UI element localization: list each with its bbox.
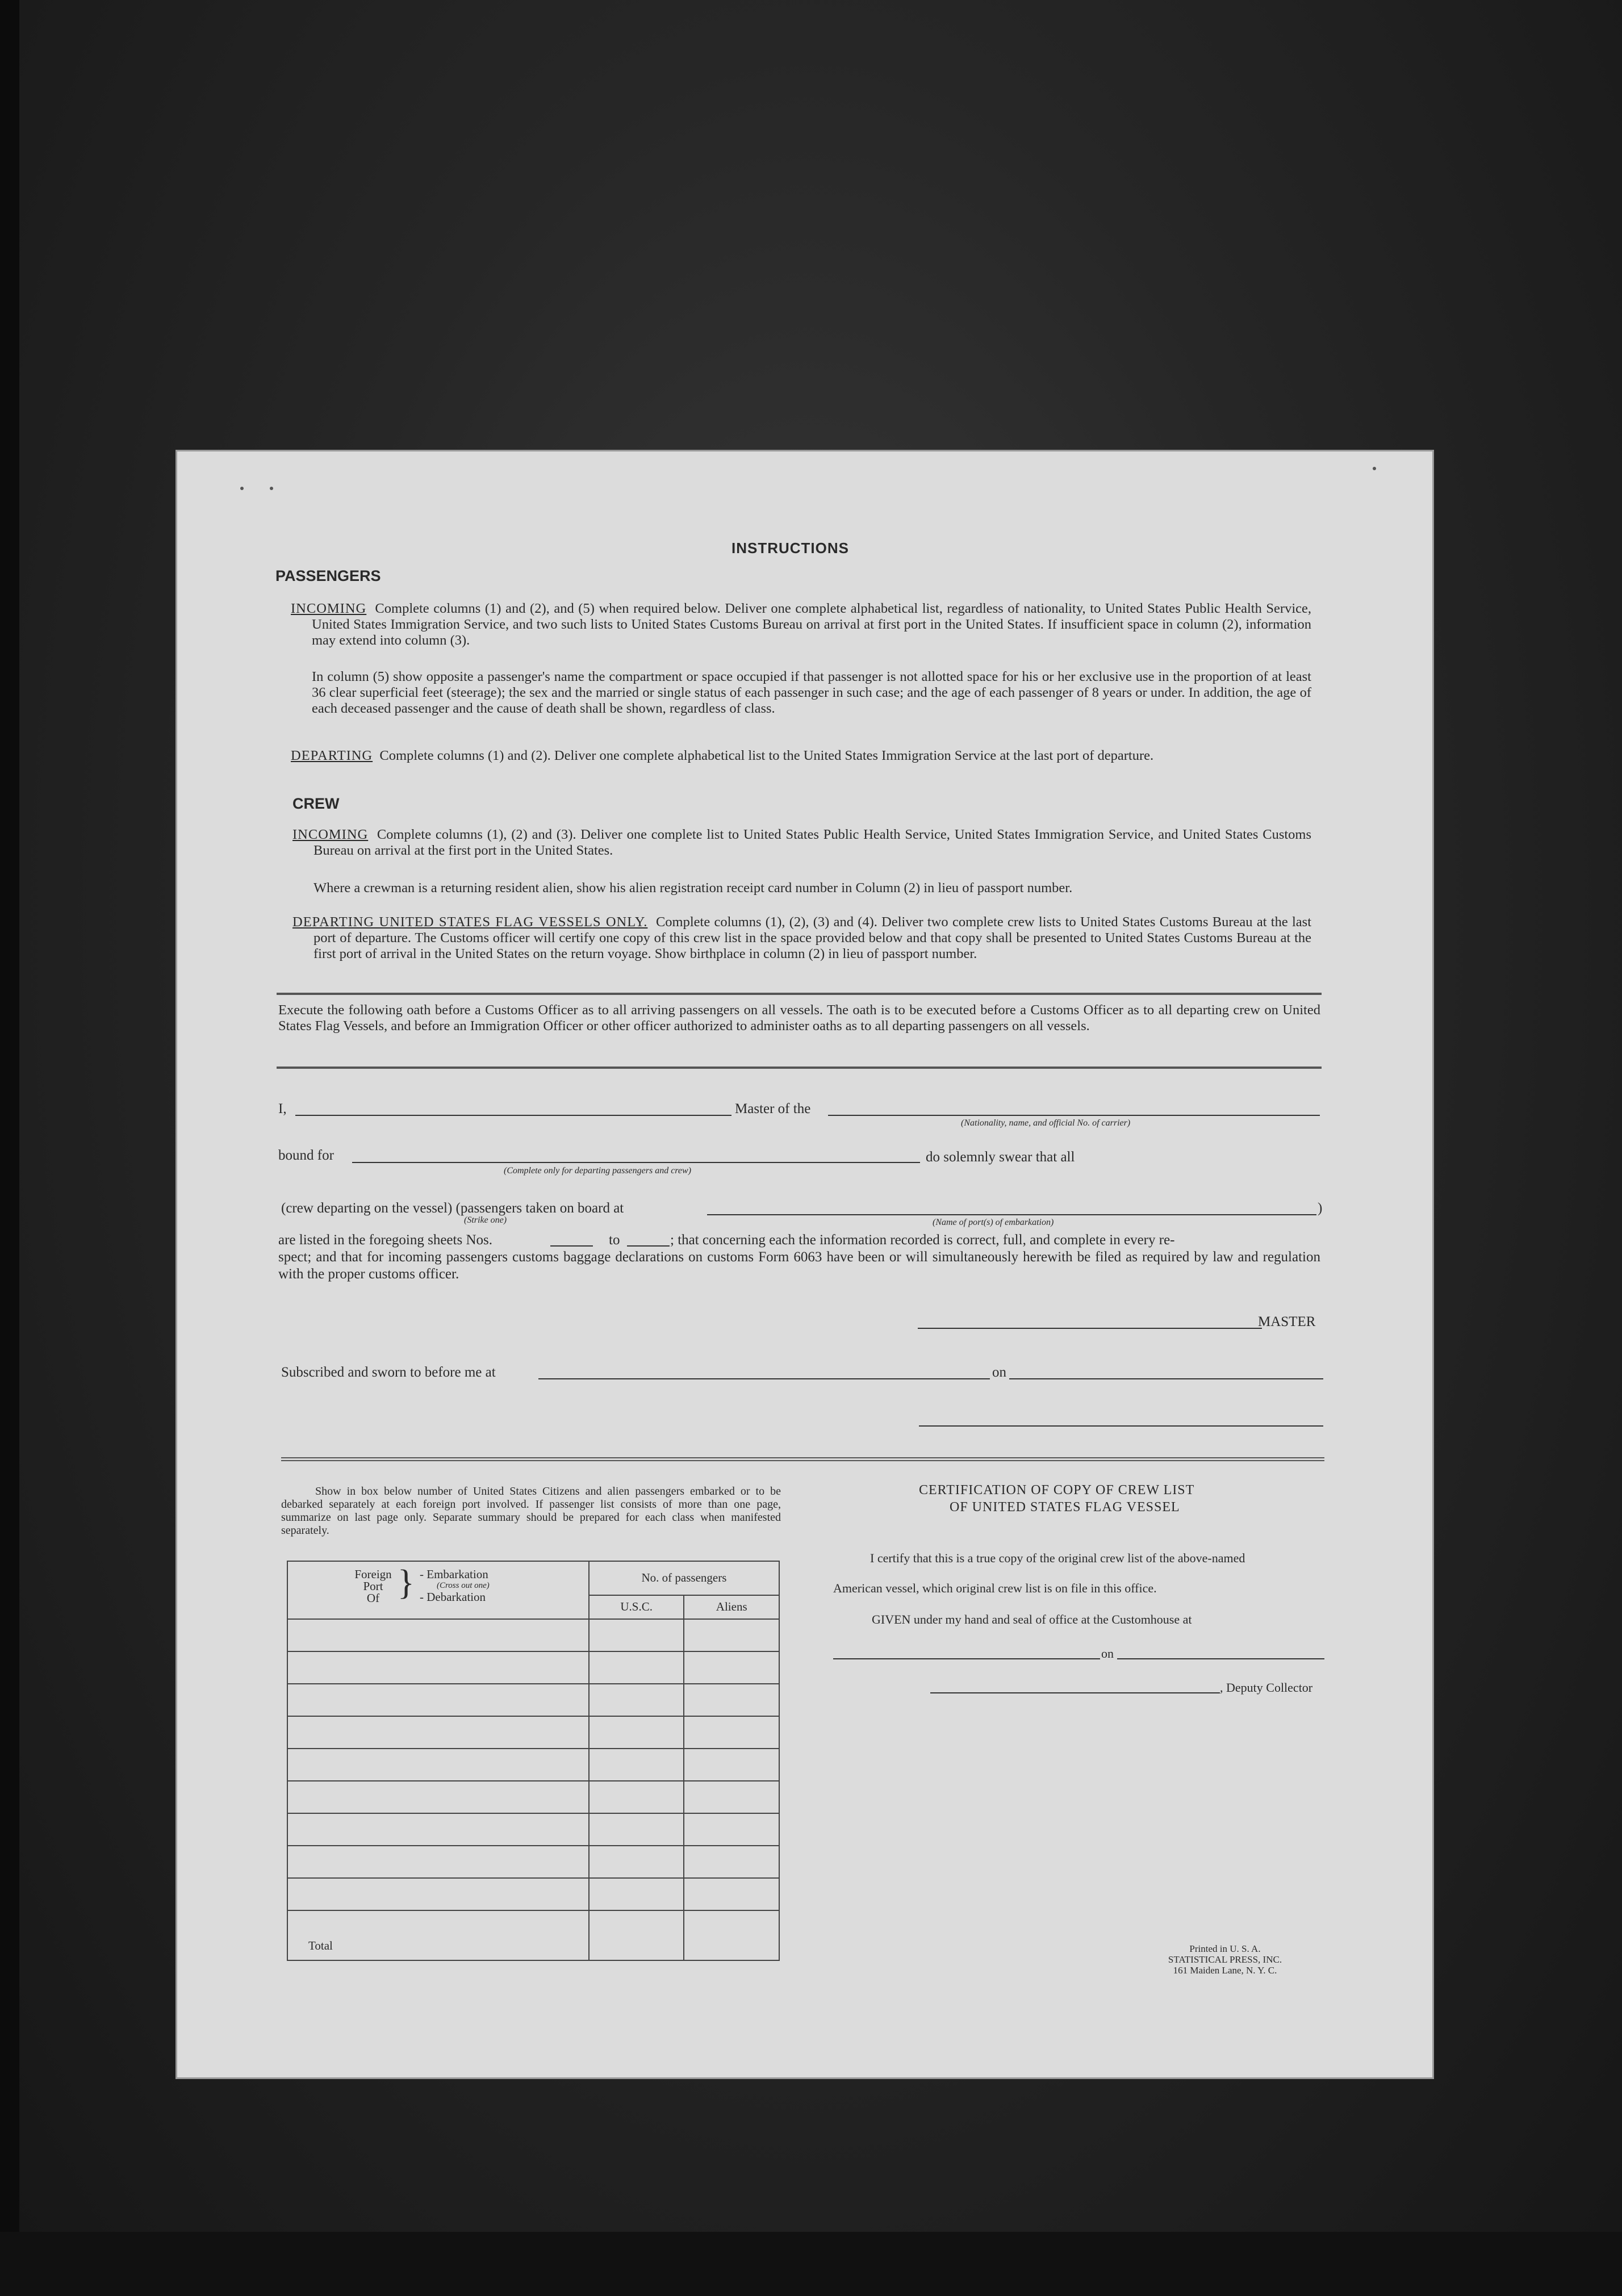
master-signature-field[interactable]: [918, 1328, 1262, 1329]
total-label: Total: [287, 1910, 589, 1960]
table-row: [287, 1813, 779, 1846]
printer-line-2: STATISTICAL PRESS, INC.: [1168, 1954, 1282, 1965]
aliens-total-cell[interactable]: [684, 1910, 779, 1960]
cross-out-note: (Cross out one): [437, 1581, 490, 1590]
aliens-cell[interactable]: [684, 1781, 779, 1813]
foreign-label: Foreign: [354, 1567, 392, 1581]
divider: [281, 1457, 1324, 1458]
certification-on-label: on: [1101, 1646, 1114, 1661]
swear-text: do solemnly swear that all: [926, 1149, 1075, 1165]
listed-to-label: to: [609, 1232, 620, 1248]
deputy-signature-field[interactable]: [930, 1692, 1220, 1693]
speck: [240, 487, 244, 490]
port-cell[interactable]: [287, 1749, 589, 1781]
table-row: [287, 1878, 779, 1910]
scan-border: [0, 0, 19, 2296]
port-cell[interactable]: [287, 1846, 589, 1878]
certify-line-2: American vessel, which original crew list is on file in this office.: [833, 1581, 1157, 1595]
aliens-cell[interactable]: [684, 1716, 779, 1749]
port-field[interactable]: [707, 1214, 1316, 1215]
passengers-departing-text: Complete columns (1) and (2). Deliver one complete alphabetical list to the United States Immigration Service at the last port of departure.: [379, 748, 1154, 763]
crew-incoming-label: INCOMING: [292, 827, 369, 842]
aliens-cell[interactable]: [684, 1684, 779, 1716]
port-note: (Name of port(s) of embarkation): [933, 1218, 1054, 1227]
sheet-from-field[interactable]: [550, 1245, 593, 1247]
carrier-field[interactable]: [828, 1115, 1320, 1116]
port-cell[interactable]: [287, 1619, 589, 1651]
crew-departing-label: DEPARTING UNITED STATES FLAG VESSELS ONLY.: [292, 914, 648, 930]
certification-heading-2: OF UNITED STATES FLAG VESSEL: [950, 1500, 1180, 1515]
usc-cell[interactable]: [589, 1749, 684, 1781]
passengers-heading: PASSENGERS: [275, 567, 381, 584]
strike-one-note: (Strike one): [464, 1215, 507, 1225]
printer-imprint: [1154, 1943, 1296, 1976]
table-row: [287, 1716, 779, 1749]
passengers-column5-paragraph: In column (5) show opposite a passenger's name the compartment or space occupied if that passenger is not allotted space for his or her exclusive use in the proportion of at least 36 clear superficial feet (steerage); the sex and the married or single status of each passenger in such case; and the age of each passenger of 8 years or under. In addition, the age of each deceased passenger and the cause of death shall be shown, regardless of class.: [312, 669, 1311, 716]
subscribed-on-label: on: [992, 1365, 1006, 1380]
usc-cell[interactable]: [589, 1878, 684, 1910]
subscribed-place-field[interactable]: [538, 1378, 990, 1379]
printer-line-3: 161 Maiden Lane, N. Y. C.: [1173, 1965, 1277, 1976]
table-row: [287, 1619, 779, 1651]
passengers-incoming-label: INCOMING: [291, 601, 367, 616]
deputy-collector-label: , Deputy Collector: [1220, 1680, 1313, 1695]
port-cell[interactable]: [287, 1781, 589, 1813]
listed-text-continued: spect; and that for incoming passengers customs baggage declarations on customs Form 6063 have been or will simultaneously herewith be filed as required by law and regulation with the proper customs officer.: [278, 1249, 1320, 1282]
master-of-the-label: Master of the: [735, 1101, 811, 1116]
master-label: MASTER: [1258, 1314, 1316, 1329]
embarkation-label: - Embarkation: [420, 1567, 488, 1581]
usc-cell[interactable]: [589, 1781, 684, 1813]
usc-cell[interactable]: [589, 1846, 684, 1878]
total-row: [287, 1910, 779, 1960]
passengers-incoming-text: Complete columns (1) and (2), and (5) when required below. Deliver one complete alphabetical list, regardless of nationality, to United States Public Health Service, United States Immigration Service, and two such lists to United States Customs Bureau on arrival at first port in the United States. If insufficient space in column (2), information may extend into column (3).: [312, 601, 1312, 648]
certification-heading-1: CERTIFICATION OF COPY OF CREW LIST: [919, 1483, 1195, 1498]
crew-resident-paragraph: Where a crewman is a returning resident alien, show his alien registration receipt card number in Column (2) in lieu of passport number.: [313, 880, 1073, 896]
aliens-cell[interactable]: [684, 1813, 779, 1846]
passengers-incoming-paragraph: [291, 601, 1312, 649]
usc-cell[interactable]: [589, 1684, 684, 1716]
usc-cell[interactable]: [589, 1651, 684, 1684]
table-row: [287, 1684, 779, 1716]
carrier-note: (Nationality, name, and official No. of carrier): [961, 1118, 1131, 1128]
bound-for-label: bound for: [278, 1148, 334, 1163]
subscribed-label: Subscribed and sworn to before me at: [281, 1365, 496, 1380]
usc-cell[interactable]: [589, 1813, 684, 1846]
passengers-departing-paragraph: [291, 748, 1311, 764]
close-paren: ): [1318, 1201, 1323, 1216]
port-cell[interactable]: [287, 1684, 589, 1716]
sheet-to-field[interactable]: [627, 1245, 670, 1247]
page-title: INSTRUCTIONS: [731, 540, 849, 557]
port-cell[interactable]: [287, 1651, 589, 1684]
crew-incoming-paragraph: [292, 827, 1312, 859]
port-cell[interactable]: [287, 1716, 589, 1749]
foreign-port-header: Foreign Port Of } - Embarkation (Cross out one) - Debarkation: [287, 1561, 589, 1619]
table-row: [287, 1846, 779, 1878]
crew-heading: CREW: [292, 795, 340, 812]
listed-text: ; that concerning each the information recorded is correct, full, and complete in every re-: [670, 1232, 1175, 1248]
oath-intro: Execute the following oath before a Customs Officer as to all arriving passengers on all vessels. The oath is to be executed before a Customs Officer as to all departing crew on United States Flag Vessels, and before an Immigration Officer or other officer authorized to administer oaths as to all departing passengers on all vessels.: [278, 1002, 1320, 1034]
bound-for-note: (Complete only for departing passengers and crew): [504, 1166, 692, 1176]
aliens-cell[interactable]: [684, 1878, 779, 1910]
divider: [277, 993, 1322, 995]
port-label: Port: [363, 1579, 383, 1593]
given-line: GIVEN under my hand and seal of office at the Customhouse at: [872, 1612, 1192, 1626]
printer-line-1: Printed in U. S. A.: [1189, 1943, 1261, 1954]
usc-cell[interactable]: [589, 1619, 684, 1651]
listed-sheets-label: are listed in the foregoing sheets Nos.: [278, 1232, 492, 1248]
of-label: Of: [366, 1591, 380, 1605]
divider: [277, 1067, 1322, 1069]
debarkation-label: - Debarkation: [420, 1590, 486, 1604]
aliens-cell[interactable]: [684, 1846, 779, 1878]
bound-for-field[interactable]: [352, 1162, 920, 1163]
crew-departing-text: Complete columns (1), (2), (3) and (4). Deliver two complete crew lists to United States Customs Bureau at the last port of departure. The Customs officer will certify one copy of this crew list in the space provided below and that copy shall be presented to United States Customs Bureau at the first port of arrival in the United States on the return voyage. Show birthplace in column (2) in lieu of passport number.: [313, 914, 1311, 961]
port-cell[interactable]: [287, 1813, 589, 1846]
speck: [270, 487, 273, 490]
aliens-cell[interactable]: [684, 1619, 779, 1651]
master-name-field[interactable]: [295, 1115, 731, 1116]
certification-date-field[interactable]: [1117, 1658, 1324, 1659]
officer-signature-field[interactable]: [919, 1425, 1323, 1427]
usc-header: U.S.C.: [589, 1595, 684, 1620]
no-passengers-header: No. of passengers: [589, 1561, 779, 1595]
crew-incoming-text: Complete columns (1), (2) and (3). Deliver one complete list to United States Public Health Service, United States Immigration Service, and United States Customs Bureau on arrival at the first port in the United States.: [313, 827, 1312, 858]
oath-i-label: I,: [278, 1101, 287, 1116]
passengers-departing-label: DEPARTING: [291, 748, 373, 763]
divider: [281, 1460, 1324, 1461]
summary-table: [287, 1561, 780, 1961]
usc-total-cell[interactable]: [589, 1910, 684, 1960]
table-row: [287, 1749, 779, 1781]
port-cell[interactable]: [287, 1878, 589, 1910]
subscribed-date-field[interactable]: [1009, 1378, 1323, 1379]
speck: [1373, 467, 1376, 470]
aliens-header: Aliens: [684, 1595, 779, 1620]
certify-line-1: I certify that this is a true copy of the original crew list of the above-named: [870, 1551, 1245, 1565]
aliens-cell[interactable]: [684, 1651, 779, 1684]
table-row: [287, 1781, 779, 1813]
summary-instructions: Show in box below number of United States Citizens and alien passengers embarked or to be debarked separately at each foreign port involved. If passenger list consists of more than one page, summarize on last page only. Separate summary should be prepared for each class when manifested separately.: [281, 1485, 781, 1537]
table-row: [287, 1651, 779, 1684]
scan-border-bottom: [0, 2232, 1622, 2296]
crew-departing-choice: (crew departing on the vessel) (passengers taken on board at: [281, 1201, 624, 1216]
usc-cell[interactable]: [589, 1716, 684, 1749]
aliens-cell[interactable]: [684, 1749, 779, 1781]
crew-departing-paragraph: [292, 914, 1311, 962]
form-page: [177, 451, 1432, 2077]
customhouse-field[interactable]: [833, 1658, 1100, 1659]
